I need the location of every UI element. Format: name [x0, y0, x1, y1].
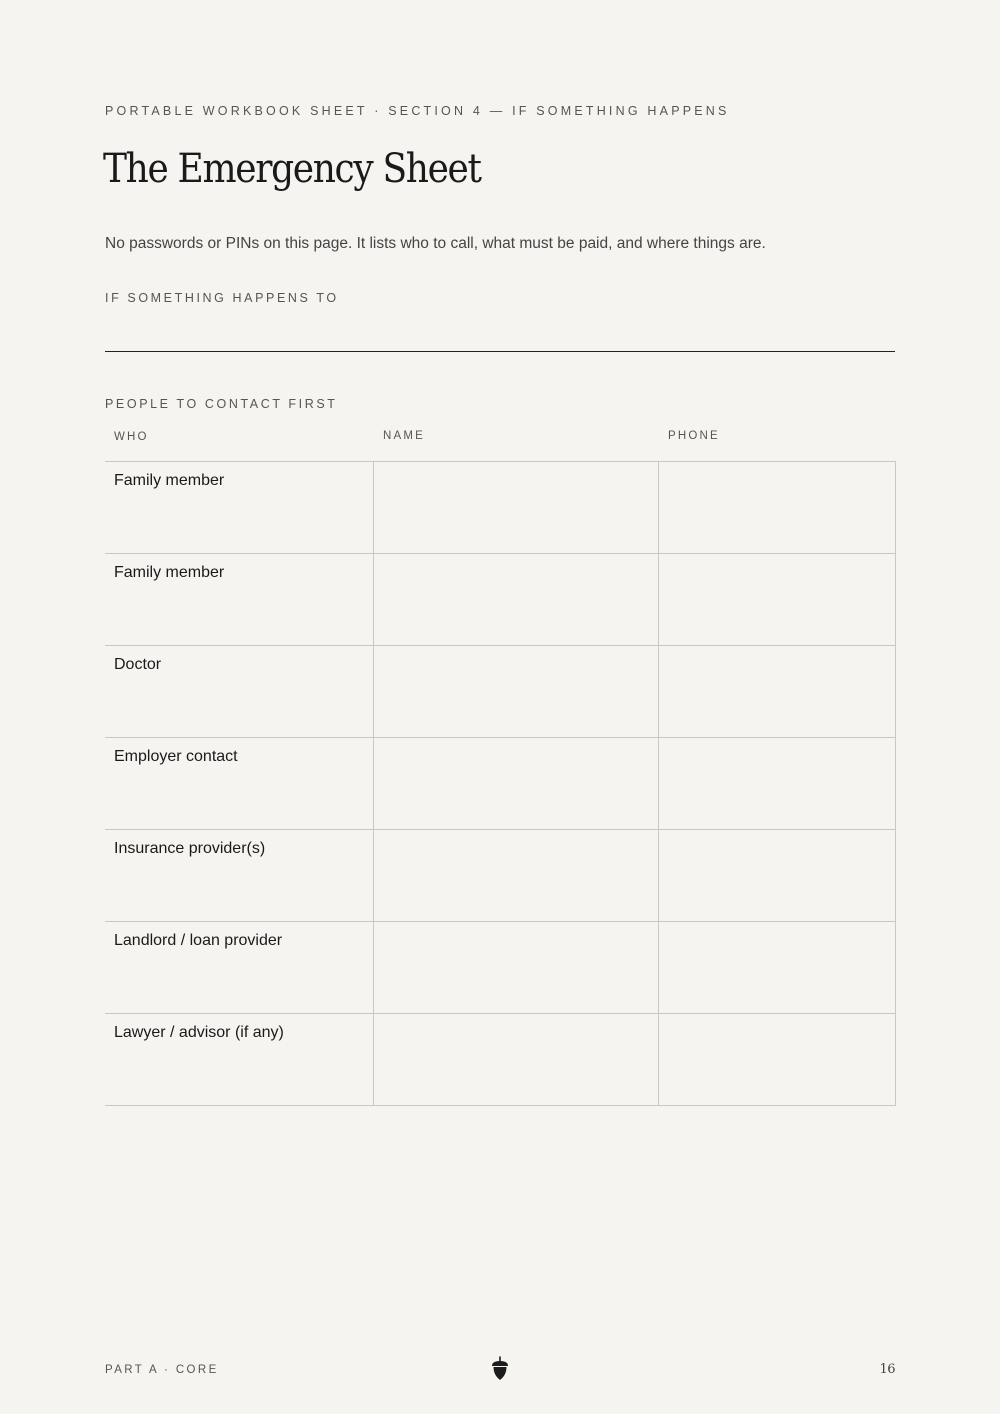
- intro-text: No passwords or PINs on this page. It lists who to call, what must be paid, and where things are.: [105, 235, 766, 252]
- column-header-who: WHO: [114, 431, 149, 443]
- contact-role-label: Doctor: [114, 656, 162, 673]
- contact-phone-field[interactable]: [658, 1013, 896, 1106]
- contact-phone-field[interactable]: [658, 461, 896, 554]
- contacts-table: [105, 461, 895, 1106]
- contact-phone-field[interactable]: [658, 553, 896, 646]
- happens-to-label: IF SOMETHING HAPPENS TO: [105, 291, 339, 305]
- table-row: [105, 554, 895, 646]
- worksheet-page: [105, 0, 895, 1414]
- contact-role-label: Family member: [114, 472, 225, 489]
- contact-phone-field[interactable]: [658, 737, 896, 830]
- contact-role-label: Landlord / loan provider: [114, 932, 283, 949]
- contact-phone-field[interactable]: [658, 829, 896, 922]
- section-eyebrow: PORTABLE WORKBOOK SHEET · SECTION 4 — IF SOMETHING HAPPENS: [105, 104, 730, 118]
- table-row: [105, 461, 895, 554]
- contact-phone-field[interactable]: [658, 645, 896, 738]
- contacts-section-label: PEOPLE TO CONTACT FIRST: [105, 397, 338, 411]
- contact-name-field[interactable]: [373, 645, 659, 738]
- footer-part-label: PART A · CORE: [105, 1364, 219, 1376]
- table-row: [105, 830, 895, 922]
- page-title: The Emergency Sheet: [103, 146, 481, 192]
- table-row: [105, 738, 895, 830]
- contact-name-field[interactable]: [373, 553, 659, 646]
- column-header-name: NAME: [383, 430, 426, 442]
- table-row: [105, 1014, 895, 1106]
- contact-role-label: Family member: [114, 564, 225, 581]
- contact-role-label: Insurance provider(s): [114, 840, 266, 857]
- happens-to-fill-line[interactable]: [105, 351, 895, 352]
- table-row: [105, 646, 895, 738]
- page-number: 16: [879, 1362, 895, 1377]
- contact-name-field[interactable]: [373, 1013, 659, 1106]
- contact-phone-field[interactable]: [658, 921, 896, 1014]
- contact-name-field[interactable]: [373, 737, 659, 830]
- contact-name-field[interactable]: [373, 461, 659, 554]
- column-header-phone: PHONE: [668, 430, 720, 442]
- contact-name-field[interactable]: [373, 829, 659, 922]
- acorn-icon: [490, 1356, 510, 1382]
- contact-role-label: Employer contact: [114, 748, 238, 765]
- contact-role-label: Lawyer / advisor (if any): [114, 1024, 284, 1041]
- table-row: [105, 922, 895, 1014]
- contact-name-field[interactable]: [373, 921, 659, 1014]
